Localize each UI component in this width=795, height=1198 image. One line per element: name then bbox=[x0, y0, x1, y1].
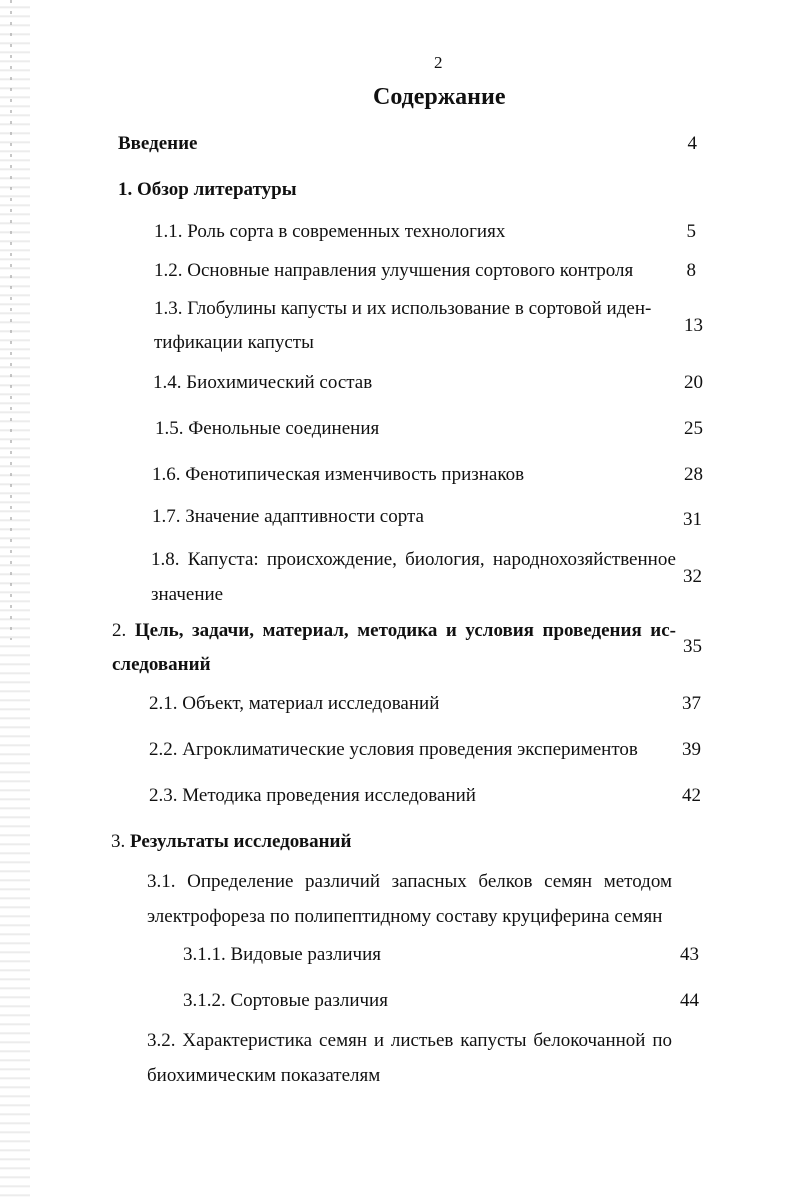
toc-entry-1-8-line1[interactable]: 1.8. Капуста: происхождение, биология, народнохозяйственное bbox=[151, 549, 676, 570]
toc-entry-1-6[interactable]: 1.6. Фенотипическая изменчивость признаков bbox=[152, 464, 525, 485]
section-2-number: 2. bbox=[112, 620, 135, 641]
toc-entry-2-1[interactable]: 2.1. Объект, материал исследований bbox=[149, 693, 440, 714]
toc-page-3-1-2: 44 bbox=[680, 990, 699, 1011]
toc-entry-1-2[interactable]: 1.2. Основные направления улучшения сортового контроля bbox=[154, 260, 634, 281]
toc-page-section-2: 35 bbox=[683, 636, 702, 657]
toc-entry-1-5[interactable]: 1.5. Фенольные соединения bbox=[155, 418, 380, 439]
toc-page-3-1-1: 43 bbox=[680, 944, 699, 965]
toc-page-1-2: 8 bbox=[686, 260, 696, 281]
toc-page-2-2: 39 bbox=[682, 739, 701, 760]
toc-page-1-1: 5 bbox=[686, 221, 696, 242]
toc-entry-3-2-line1[interactable]: 3.2. Характеристика семян и листьев капусты белокочанной по bbox=[147, 1030, 672, 1051]
toc-page-1-7: 31 bbox=[683, 509, 702, 530]
toc-entry-3-1-2[interactable]: 3.1.2. Сортовые различия bbox=[183, 990, 388, 1011]
toc-entry-3-1-line2[interactable]: электрофореза по полипептидному составу круциферина семян bbox=[147, 906, 663, 927]
section-3-number: 3. bbox=[111, 831, 130, 852]
toc-entry-section-3[interactable] bbox=[111, 831, 351, 853]
toc-page-2-1: 37 bbox=[682, 693, 701, 714]
page-title: Содержание bbox=[373, 84, 506, 110]
toc-entry-3-1-1[interactable]: 3.1.1. Видовые различия bbox=[183, 944, 381, 965]
toc-page-1-6: 28 bbox=[684, 464, 703, 485]
toc-page-1-5: 25 bbox=[684, 418, 703, 439]
toc-entry-section-1[interactable]: 1. Обзор литературы bbox=[118, 179, 297, 200]
scan-edge-artifact bbox=[0, 0, 30, 1198]
toc-page-1-4: 20 bbox=[684, 372, 703, 393]
toc-entry-2-3[interactable]: 2.3. Методика проведения исследований bbox=[149, 785, 476, 806]
toc-entry-1-3-line1[interactable]: 1.3. Глобулины капусты и их использование в сортовой иден- bbox=[154, 298, 652, 319]
toc-entry-1-3-line2[interactable]: тификации капусты bbox=[154, 332, 314, 353]
toc-page-2-3: 42 bbox=[682, 785, 701, 806]
section-3-title: Результаты исследований bbox=[130, 831, 352, 852]
toc-entry-intro[interactable]: Введение bbox=[118, 133, 198, 154]
toc-entry-3-1-line1[interactable]: 3.1. Определение различий запасных белков семян методом bbox=[147, 871, 672, 892]
toc-page-intro: 4 bbox=[687, 133, 697, 154]
toc-entry-1-4[interactable]: 1.4. Биохимический состав bbox=[153, 372, 373, 393]
section-2-title-line1: Цель, задачи, материал, методика и условия проведения ис- bbox=[134, 620, 676, 641]
toc-page-1-3: 13 bbox=[684, 315, 703, 336]
toc-entry-section-2-line1[interactable] bbox=[112, 620, 676, 642]
toc-entry-3-2-line2[interactable]: биохимическим показателям bbox=[147, 1065, 381, 1086]
toc-entry-2-2[interactable]: 2.2. Агроклиматические условия проведения экспериментов bbox=[149, 739, 638, 760]
toc-entry-1-8-line2[interactable]: значение bbox=[151, 584, 224, 605]
toc-entry-section-2-line2[interactable]: следований bbox=[112, 654, 211, 675]
toc-page-1-8: 32 bbox=[683, 566, 702, 587]
toc-entry-1-1[interactable]: 1.1. Роль сорта в современных технологиях bbox=[154, 221, 506, 242]
page-number: 2 bbox=[434, 53, 443, 72]
toc-entry-1-7[interactable]: 1.7. Значение адаптивности сорта bbox=[152, 506, 424, 527]
